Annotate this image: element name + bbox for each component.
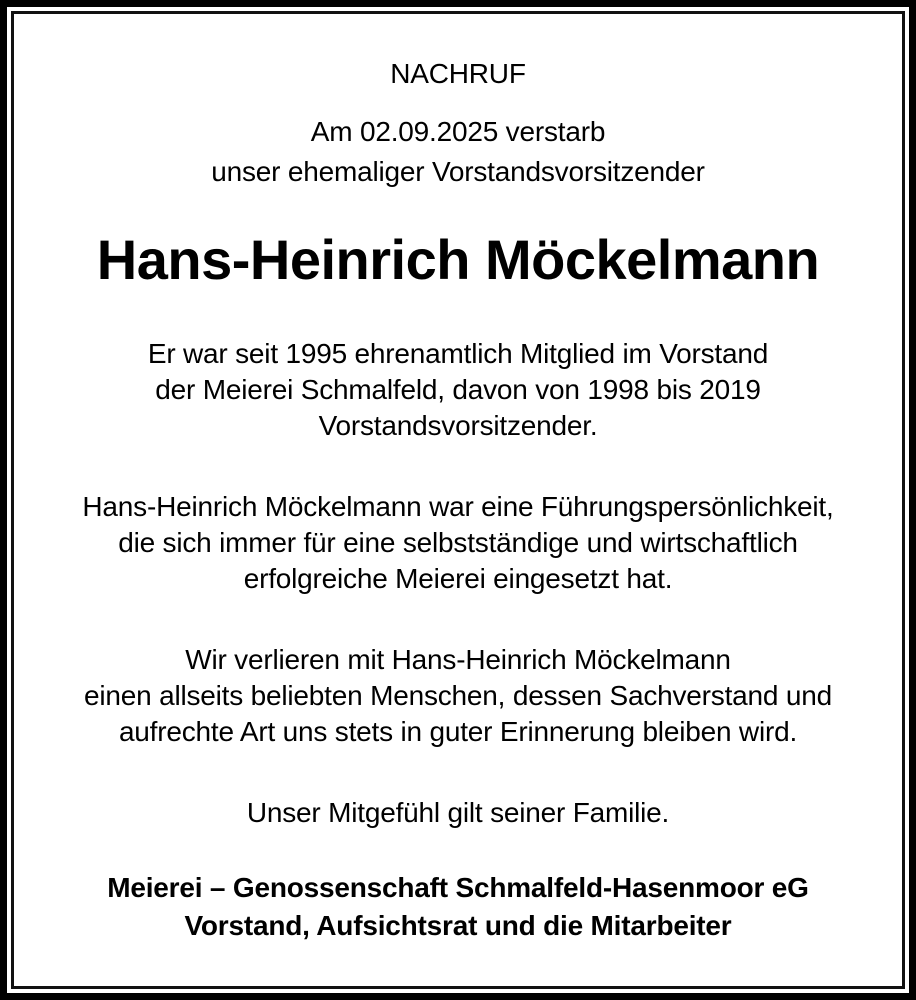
paragraph2-line-2: die sich immer für eine selbstständige und wirtschaftlich <box>118 527 798 558</box>
notice-label: NACHRUF <box>390 58 526 89</box>
signature-line-2: Vorstand, Aufsichtsrat und die Mitarbeiter <box>184 910 732 941</box>
paragraph2-line-1: Hans-Heinrich Möckelmann war eine Führungspersönlichkeit, <box>82 491 834 522</box>
intro-line-2: unser ehemaliger Vorstandsvorsitzender <box>211 156 705 187</box>
paragraph1-line-1: Er war seit 1995 ehrenamtlich Mitglied im Vorstand <box>147 338 769 369</box>
paragraph1-line-2: der Meierei Schmalfeld, davon von 1998 bis 2019 <box>155 374 761 405</box>
signature-line-1: Meierei – Genossenschaft Schmalfeld-Hasenmoor eG <box>107 872 809 903</box>
paragraph3-line-3: aufrechte Art uns stets in guter Erinnerung bleiben wird. <box>118 716 798 747</box>
deceased-name: Hans-Heinrich Möckelmann <box>96 228 820 291</box>
paragraph3-line-2: einen allseits beliebten Menschen, dessen Sachverstand und <box>83 680 832 711</box>
paragraph1-line-3: Vorstandsvorsitzender. <box>318 410 598 441</box>
paragraph2-line-3: erfolgreiche Meierei eingesetzt hat. <box>243 563 673 594</box>
condolence-line: Unser Mitgefühl gilt seiner Familie. <box>246 797 670 828</box>
paragraph3-line-1: Wir verlieren mit Hans-Heinrich Möckelmann <box>185 644 731 675</box>
intro-line-1: Am 02.09.2025 verstarb <box>310 116 606 147</box>
